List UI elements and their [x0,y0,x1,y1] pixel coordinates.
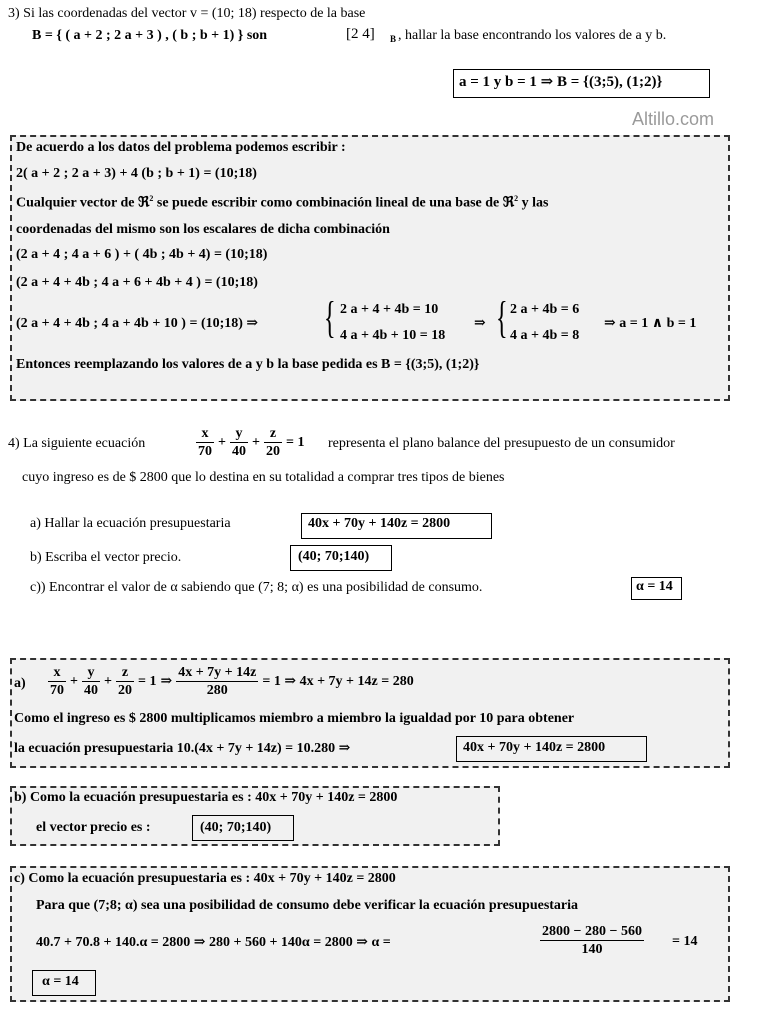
system1-brace: { [324,293,336,342]
part-c-question: c)) Encontrar el valor de α sabiendo que (7; 8; α) es una posibilidad de consumo. [30,580,483,595]
sol-a-line3: la ecuación presupuestaria 10.(4x + 7y + 14z) = 10.280 ⇒ [14,741,351,756]
problem3-base-def: B = { ( a + 2 ; 2 a + 3 ) , ( b ; b + 1) } son [32,28,268,43]
sol3-result: ⇒ a = 1 ∧ b = 1 [604,316,697,331]
sol-b-answer: (40; 70;140) [200,820,272,835]
sol-b-line1: b) Como la ecuación presupuestaria es : 40x + 70y + 140z = 2800 [14,790,398,805]
watermark-logo: Altillo.com [632,109,715,129]
part-a-question: a) Hallar la ecuación presupuestaria [30,516,231,531]
system1-row2: 4 a + 4b + 10 = 18 [340,328,446,343]
system2-brace: { [496,293,508,342]
implies-arrow: ⇒ [474,316,486,331]
coordinate-vector: [2 4] [346,26,375,42]
system2-row2: 4 a + 4b = 8 [510,328,580,343]
sol-c-answer: α = 14 [42,974,79,989]
part-b-answer: (40; 70;140) [298,549,370,564]
system1-row1: 2 a + 4 + 4b = 10 [340,302,439,317]
sol3-line4: coordenadas del mismo son los escalares de dicha combinación [16,222,390,237]
sol3-line1: De acuerdo a los datos del problema podemos escribir : [16,140,346,155]
part-c-answer: α = 14 [636,579,673,594]
problem4-income: cuyo ingreso es de $ 2800 que lo destina en su totalidad a comprar tres tipos de bienes [22,470,505,485]
problem4-equation: $\frac{x}{70}$ + $\frac{y}{40}$ + $\frac{z}{20}$ = 1 [198,426,305,459]
sol-a-answer: 40x + 70y + 140z = 2800 [463,740,606,755]
problem3-instruction: , hallar la base encontrando los valores de a y b. [398,28,667,43]
sol3-conclusion: Entonces reemplazando los valores de a y b la base pedida es B = {(3;5), (1;2)} [16,357,480,372]
sol-a-equation: $\frac{x}{70}$ + $\frac{y}{40}$ + $\frac{z}{20}$ = 1 ⇒ $\frac{4x + 7y + 14z}{280}$ = 1 ⇒ 4x + 7y + 14z = 280 [50,665,414,698]
sol3-line6: (2 a + 4 + 4b ; 4 a + 6 + 4b + 4 ) = (10;18) [16,275,258,290]
answer3-text: a = 1 y b = 1 ⇒ B = {(3;5), (1;2)} [459,74,663,90]
sol-c-alpha-fraction: $\frac{2800 - 280 - 560}{140}$ [542,924,642,957]
system2-row1: 2 a + 4b = 6 [510,302,580,317]
sol-c-line1: c) Como la ecuación presupuestaria es : 40x + 70y + 140z = 2800 [14,871,396,886]
sol3-line2: 2( a + 2 ; 2 a + 3) + 4 (b ; b + 1) = (10;18) [16,166,257,181]
sol-c-line2: Para que (7;8; α) sea una posibilidad de consumo debe verificar la ecuación presupuestaria [36,898,579,913]
problem3-line1: 3) Si las coordenadas del vector v = (10; 18) respecto de la base [8,6,366,21]
coordinate-subscript: B [390,34,397,44]
problem4-intro: 4) La siguiente ecuación [8,436,146,451]
sol-a-line2: Como el ingreso es $ 2800 multiplicamos miembro a miembro la igualdad por 10 para obtener [14,711,575,726]
sol-c-line3: 40.7 + 70.8 + 140.α = 2800 ⇒ 280 + 560 + 140α = 2800 ⇒ α = [36,935,391,950]
sol-c-result: = 14 [672,934,698,949]
part-a-answer: 40x + 70y + 140z = 2800 [308,516,451,531]
sol3-line7: (2 a + 4 + 4b ; 4 a + 4b + 10 ) = (10;18) ⇒ [16,316,259,331]
sol-b-line2: el vector precio es : [36,820,151,835]
sol3-line5: (2 a + 4 ; 4 a + 6 ) + ( 4b ; 4b + 4) = (10;18) [16,247,268,262]
part-b-question: b) Escriba el vector precio. [30,550,182,565]
sol3-line3: Cualquier vector de ℜ$^2$ se puede escribir como combinación lineal de una base de ℜ$^2$ y las [16,194,549,211]
problem4-description: representa el plano balance del presupuesto de un consumidor [328,436,675,451]
sol-a-label: a) [14,676,26,691]
